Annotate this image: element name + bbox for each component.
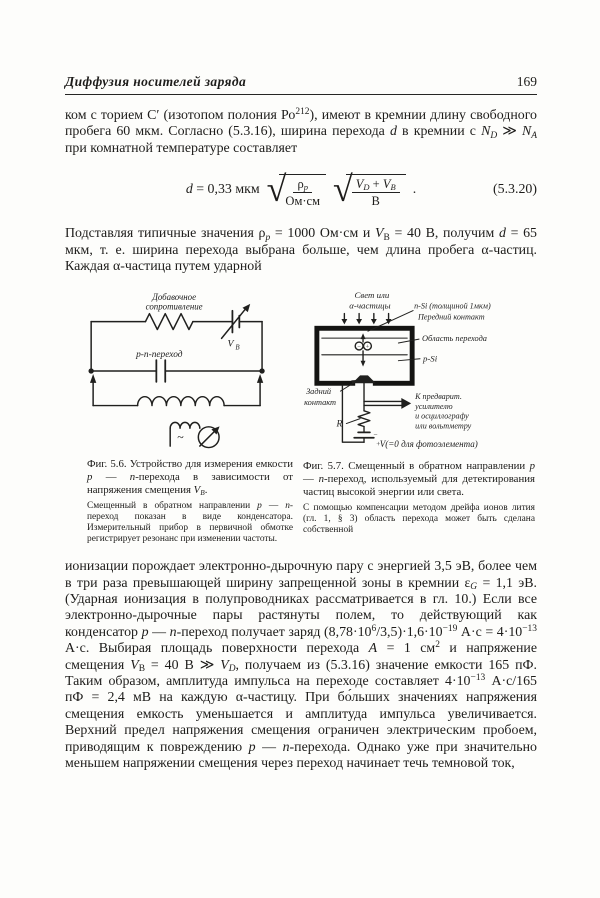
r-pointer bbox=[346, 419, 360, 424]
label-light-line1: Свет или bbox=[354, 290, 390, 301]
variable-arrow bbox=[222, 307, 248, 339]
psi-pointer bbox=[398, 359, 420, 361]
region-pointer bbox=[398, 340, 419, 344]
label-nsi: n-Si (толщиной 1мкм) bbox=[414, 302, 491, 312]
label-add-resistance-line1: Добавочное bbox=[152, 292, 197, 303]
label-r: R bbox=[336, 419, 343, 430]
page-header bbox=[65, 74, 537, 90]
figure-5-6-subcaption: Смещенный в обратном направлении p — n-переход показан в виде конденсатора. Измерительный прибор в первичной обмотке регистрирует резонанс при изменении частоты. bbox=[87, 501, 293, 545]
tilde-mark: ~ bbox=[177, 430, 184, 445]
detector-arrowheads bbox=[341, 319, 411, 409]
label-junction-region: Область перехода bbox=[421, 334, 487, 344]
resistor-icon bbox=[145, 314, 192, 330]
detector-body bbox=[317, 329, 412, 384]
label-amp-line4: или вольтметру bbox=[415, 421, 472, 431]
capacitor-icon bbox=[156, 361, 165, 383]
label-light-line2: α-частицы bbox=[349, 301, 391, 312]
label-bias-voltage: V(=0 для фотоэлемента) bbox=[379, 439, 478, 450]
fraction-resistivity: $\frac{\rho_p}{Ом\cdot см}$ bbox=[285, 176, 320, 209]
figure-5-7-diagram bbox=[303, 289, 537, 454]
label-amp-line1: К предварит. bbox=[415, 392, 462, 402]
label-amp-line3: и осциллографу bbox=[415, 412, 469, 422]
label-back-contact-line1: Задний bbox=[306, 387, 332, 397]
figure-5-7 bbox=[303, 289, 537, 545]
formula-period: . bbox=[412, 182, 417, 198]
inductor-icon bbox=[138, 397, 225, 406]
radical-1 bbox=[266, 168, 326, 209]
paragraph-1: ком с торием С′ (изотопом полония $Ро^{212}$), имеют в кремнии длину свободного пробега 60 мкм. Согласно (5.3.16), ширина перехода d в кремнии с $N_D$ ≫ $N_A$ при комнатной температуре составляет bbox=[65, 107, 537, 156]
sqrt-sign-2: √ bbox=[332, 168, 351, 209]
amp-arrow bbox=[364, 402, 401, 406]
label-pn-junction: p-n-переход bbox=[136, 350, 183, 361]
running-title: Диффузия носителей заряда bbox=[65, 74, 247, 89]
formula-lhs: d = 0,33 мкм bbox=[185, 182, 260, 198]
header-rule bbox=[65, 94, 537, 95]
label-add-resistance-line2: сопротивление bbox=[145, 302, 203, 313]
figures-row bbox=[65, 289, 537, 545]
paragraph-2: Подставляя типичные значения $\rho_p = 1000$ Ом·см и $V_B = 40$ В, получим d = 65 мкм, т. е. ширина перехода выбрана больше, чем длина пробега α-частиц. Каждая α-частица путем ударной bbox=[65, 226, 537, 275]
equation-number: (5.3.20) bbox=[493, 182, 537, 198]
equation-5-3-20 bbox=[65, 167, 537, 213]
pair-plus: + bbox=[365, 343, 370, 351]
pair-minus: − bbox=[356, 343, 362, 351]
label-amp-line2: усилителю bbox=[415, 402, 453, 412]
figure-5-7-caption: Фиг. 5.7. Смещенный в обратном направлении p — n-переход, используемый для детектирования частиц высокой энергии или света. bbox=[303, 460, 535, 499]
label-front-contact: Передний контакт bbox=[418, 312, 485, 322]
label-psi: p-Si bbox=[422, 354, 438, 365]
battery-cell-icon bbox=[354, 433, 374, 438]
cell-plus: + bbox=[375, 439, 381, 449]
radical-2 bbox=[332, 168, 406, 209]
page-number: 169 bbox=[516, 74, 537, 89]
label-vb-sub: B bbox=[235, 344, 240, 352]
sqrt-sign-1: √ bbox=[266, 168, 285, 209]
figure-5-6-caption: Фиг. 5.6. Устройство для измерения емкости p — n-перехода в зависимости от напряжения смещения $V_B$. bbox=[87, 458, 293, 498]
figure-5-7-subcaption: С помощью компенсации методом дрейфа ионов лития (гл. 1, § 3) область перехода может быть сделана собственной bbox=[303, 503, 535, 536]
label-vb: V bbox=[227, 338, 234, 350]
figure-5-6 bbox=[71, 289, 303, 545]
lc-circuit bbox=[91, 307, 262, 448]
label-back-contact-line2: контакт bbox=[304, 398, 337, 408]
equation-body bbox=[185, 168, 417, 209]
generator-coil-icon bbox=[170, 423, 200, 429]
fraction-voltage: $\frac{V_D + V_B}{В}$ bbox=[352, 177, 400, 209]
figure-5-6-diagram bbox=[71, 289, 299, 452]
paragraph-3: ионизации порождает электронно-дырочную пару с энергией 3,5 эВ, более чем в три раза превышающей ширину запрещенной зоны в кремнии $\varepsilon_G = 1,1$ эВ. (Ударная ионизация в полупроводниках рассматривается в гл. 10.) Если все электронно-дырочные пары растянуты полем, то действующий как конденсатор p — n-переход получает заряд $(8,78\cdot 10^6/3,5)\cdot 1,6\cdot 10^{-19}$ $А\cdot с = 4\cdot 10^{-13}$ А·с. Выбирая площадь поверхности перехода A = 1 $см^2$ и напряжение смещения $V_B = 40$ В ≫ $V_D$, получаем из (5.3.16) значение емкости 165 пФ. Таким образом, амплитуда импульса на переходе составляет $4\cdot 10^{-13}$ А·с/165 пФ = 2,4 мВ на каждую α-частицу. При бо́льших значениях напряжения смещения емкость уменьшается и амплитуда импульса увеличивается. Верхний предел напряжения смещения ограничен электрическим пробоем, приводящим к повреждению p — n-перехода. Однако уже при значительно меньшем напряжении смещения через переход начинает течь темновой ток, bbox=[65, 559, 537, 772]
cell-minus: − bbox=[372, 429, 378, 439]
